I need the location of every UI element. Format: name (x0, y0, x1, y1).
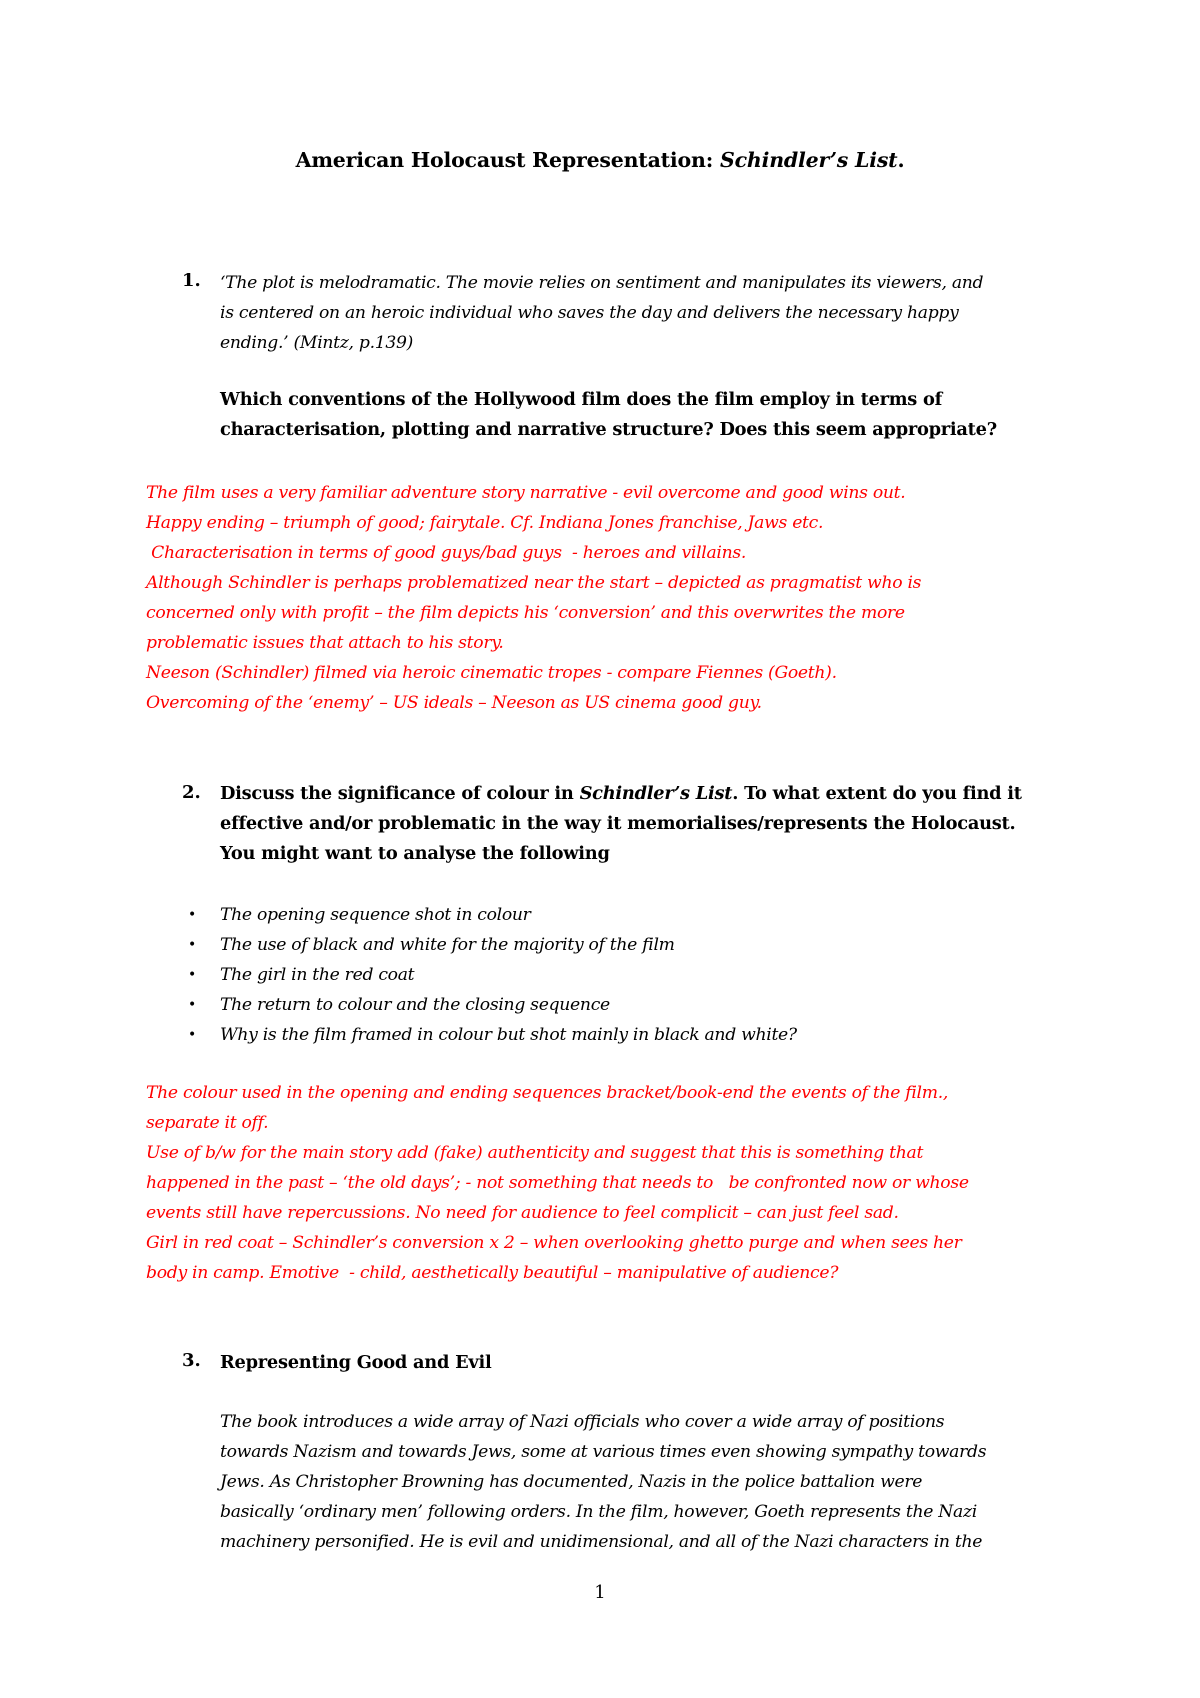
title-film-name: Schindler’s List (720, 148, 898, 172)
answer-line: Use of b/w for the main story add (fake) authenticity and suggest that this is something that (146, 1143, 924, 1163)
answer-line: body in camp. Emotive - child, aesthetically beautiful – manipulative of audience? (146, 1263, 839, 1283)
answer-line: The film uses a very familiar adventure story narrative - evil overcome and good wins out. (146, 483, 906, 503)
answer-line: happened in the past – ‘the old days’; - not something that needs to be confronted now or whose (146, 1173, 969, 1193)
question-1-prompt (220, 385, 1080, 445)
question-2-prompt (220, 779, 1080, 869)
prompt-line: You might want to analyse the following (220, 843, 610, 864)
body-line: machinery personified. He is evil and unidimensional, and all of the Nazi characters in the (220, 1532, 983, 1552)
question-1-number: 1. (182, 270, 201, 291)
answer-line: Although Schindler is perhaps problematized near the start – depicted as pragmatist who is (146, 573, 922, 593)
question-1-answer (146, 478, 1106, 718)
answer-line: Characterisation in terms of good guys/bad guys - heroes and villains. (146, 543, 747, 563)
body-line: basically ‘ordinary men’ following orders. In the film, however, Goeth represents the Nazi (220, 1502, 977, 1522)
question-3-number: 3. (182, 1350, 201, 1371)
prompt-line (220, 779, 1080, 809)
bullet-icon: • (188, 907, 196, 923)
answer-line: separate it off. (146, 1113, 269, 1133)
answer-line: Neeson (Schindler) filmed via heroic cinematic tropes - compare Fiennes (Goeth). (146, 663, 837, 683)
question-3-heading (220, 1348, 1080, 1378)
page-number: 1 (594, 1582, 606, 1603)
bullet-icon: • (188, 1027, 196, 1043)
bullet-icon: • (188, 937, 196, 953)
answer-line: Overcoming of the ‘enemy’ – US ideals – Neeson as US cinema good guy. (146, 693, 762, 713)
quote-line: ‘The plot is melodramatic. The movie relies on sentiment and manipulates its viewers, and (220, 273, 984, 293)
prompt-line: Which conventions of the Hollywood film does the film employ in terms of (220, 389, 943, 410)
body-line: towards Nazism and towards Jews, some at various times even showing sympathy towards (220, 1442, 987, 1462)
document-title (0, 148, 1200, 172)
quote-line: is centered on an heroic individual who saves the day and delivers the necessary happy (220, 303, 959, 323)
answer-line: problematic issues that attach to his story. (146, 633, 504, 653)
bullet-icon: • (188, 967, 196, 983)
section-heading: Representing Good and Evil (220, 1352, 492, 1373)
body-line: The book introduces a wide array of Nazi officials who cover a wide array of positions (220, 1412, 945, 1432)
prompt-film-name: Schindler’s List (579, 783, 733, 804)
title-main: American Holocaust Representation: (295, 148, 721, 172)
question-2-number: 2. (182, 782, 201, 803)
body-line: Jews. As Christopher Browning has documented, Nazis in the police battalion were (220, 1472, 923, 1492)
question-2-answer (146, 1078, 1106, 1288)
quote-line: ending.’ (Mintz, p.139) (220, 333, 414, 353)
bullet-icon: • (188, 997, 196, 1013)
answer-line: Happy ending – triumph of good; fairytale. Cf. Indiana Jones franchise, Jaws etc. (146, 513, 824, 533)
prompt-text: . To what extent do you find it (732, 783, 1022, 804)
prompt-line: effective and/or problematic in the way it memorialises/represents the Holocaust. (220, 813, 1016, 834)
question-1-quote (220, 268, 1080, 358)
question-3-body (220, 1407, 1080, 1557)
answer-line: concerned only with profit – the film depicts his ‘conversion’ and this overwrites the more (146, 603, 905, 623)
title-end: . (897, 148, 905, 172)
document-page: American Holocaust Representation: Schindler’s List. 1. ‘The plot is melodramatic. The movie relies on sentiment and manipulates its viewers, and is centered on an heroic individual who saves the day and delivers the necessary happy ending.’ (Mintz, p.139) Which conventions of the Hollywood film does the film employ in terms of characterisation, plotting and narrative structure? Does this seem appropriate? The film uses a very familiar adventure story narrative - evil overcome and good wins out. Happy ending – triumph of good; fairytale. Cf. Indiana Jones franchise, Jaws etc. Characterisation in terms of good guys/bad guys - heroes and villains. Although Schindler is perhaps problematized near the start – depicted as pragmatist who is concerned only with profit – the film depicts his ‘conversion’ and this overwrites the more problematic issues that attach to his story. Neeson (Schindler) filmed via heroic cinematic tropes - compare Fiennes (Goeth). Overcoming of the ‘enemy’ – US ideals – Neeson as US cinema good guy. 2. Discuss the significance of colour in Schindler’s List. To what extent do you find it effective and/or problematic in the way it memorialises/represents the Holocaust. You might want to analyse the following • The opening sequence shot in colour • The use of black and white for the majority of the film • The girl in the red coat • The return to colour and the closing sequence • Why is the film framed in colour but shot mainly in black and white? The colour used in the opening and ending sequences bracket/book-end the events of the film., separate it off. Use of b/w for the main story add (fake) authenticity and suggest that this is something that happened in the past – ‘the old days’; - not something that needs to be confronted now or whose events still have repercussions. No need for audience to feel complicit – can just feel sad. Girl in red coat – Schindler’s conversion x 2 – when overlooking ghetto purge and when sees her body in camp. Emotive - child, aesthetically beautiful – manipulative of audience? 3. Representing Good and Evil The book introduces a wide array of Nazi officials who cover a wide array of positions towards Nazism and towards Jews, some at various times even showing sympathy towards Jews. As Christopher Browning has documented, Nazis in the police battalion were basically ‘ordinary men’ following orders. In the film, however, Goeth represents the Nazi machinery personified. He is evil and unidimensional, and all of the Nazi characters in the 1 (0, 0, 1200, 1698)
answer-line: The colour used in the opening and ending sequences bracket/book-end the events of the film., (146, 1083, 949, 1103)
prompt-text: Discuss the significance of colour in (220, 783, 580, 804)
prompt-line: characterisation, plotting and narrative structure? Does this seem appropriate? (220, 419, 997, 440)
answer-line: Girl in red coat – Schindler’s conversion x 2 – when overlooking ghetto purge and when sees her (146, 1233, 962, 1253)
answer-line: events still have repercussions. No need for audience to feel complicit – can just feel sad. (146, 1203, 899, 1223)
